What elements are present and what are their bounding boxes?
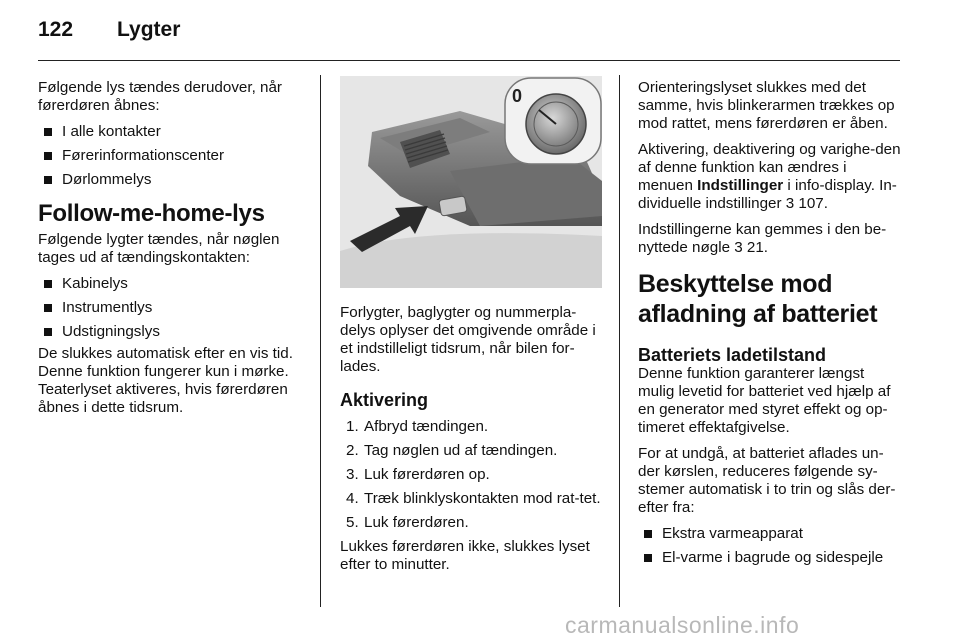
step-item: 1. Afbryd tændingen. [346, 418, 489, 435]
step-item: 2. Tag nøglen ud af tændingen. [346, 442, 558, 459]
subheading-battery-charge: Batteriets ladetilstand [638, 345, 827, 365]
list-item: I alle kontakter [38, 123, 306, 141]
section-heading-aktivering: Aktivering [340, 390, 429, 410]
lights-list [38, 275, 306, 341]
step-item: 3. Luk førerdøren op. [346, 466, 490, 483]
list-item: Instrumentlys [38, 299, 306, 317]
dial-zero-label: 0 [512, 86, 523, 106]
step-item: 5. Luk førerdøren. [346, 514, 469, 531]
header-rule [38, 60, 900, 61]
reduced-systems-list [638, 525, 902, 567]
paragraph-settings: Aktivering, deaktivering og varighe-den af denne funktion kan ændres i menuen Indstillinger i info-display. In-dividuelle indstillinger 3 107. [638, 141, 901, 212]
lever-illustration [340, 76, 602, 288]
list-item: Ekstra varmeapparat [638, 525, 902, 543]
watermark: carmanualsonline.info [565, 612, 800, 638]
column-right [638, 79, 902, 573]
intro-paragraph: Forlygter, baglygter og nummerpla-delys oplyser det omgivende område i et indstilleligt tidsrum, når bilen for-lades. [340, 304, 596, 375]
column-divider-left [320, 75, 321, 607]
outro-paragraph: Lukkes førerdøren ikke, slukkes lyset efter to minutter. [340, 538, 590, 573]
section-heading-battery-protection: Beskyttelse mod afladning af batteriet [638, 270, 878, 328]
list-item: El-varme i bagrude og sidespejle [638, 549, 902, 567]
step-item: 4. Træk blinklyskontakten mod rat-tet. [346, 490, 601, 507]
column-middle [340, 304, 606, 582]
list-item: Førerinformationscenter [38, 147, 306, 165]
lead-paragraph: Følgende lygter tændes, når nøglen tages ud af tændingskontakten: [38, 231, 280, 266]
paragraph-reduction: For at undgå, at batteriet aflades un-der kørslen, reduceres følgende sy-stemer automatisk i to trin og slås der-efter fra: [638, 445, 896, 516]
column-left [38, 79, 306, 425]
list-item: Dørlommelys [38, 171, 306, 189]
body-paragraph: De slukkes automatisk efter en vis tid. Denne funktion fungerer kun i mørke. Teaterlyset aktiveres, hvis førerdøren åbnes i dette tidsrum. [38, 345, 293, 416]
section-heading-follow-me-home: Follow-me-home-lys [38, 200, 265, 227]
page-number: 122 [38, 18, 74, 41]
page-reference: 3 107. [785, 195, 828, 212]
intro-list [38, 123, 306, 189]
list-item: Udstigningslys [38, 323, 306, 341]
chapter-title: Lygter [117, 18, 181, 41]
page-header [0, 0, 960, 62]
menu-name: Indstillinger [697, 177, 784, 194]
activation-steps [340, 418, 606, 532]
lever-illustration-svg [340, 76, 602, 288]
page-reference: 3 21. [734, 239, 769, 256]
paragraph-orientation-light: Orienteringslyset slukkes med det samme, hvis blinkerarmen trækkes op mod rattet, mens førerdøren er åben. [638, 79, 895, 132]
paragraph-key-settings: Indstillingerne kan gemmes i den be-nyttede nøgle 3 21. [638, 221, 887, 256]
column-divider-right [619, 75, 620, 607]
paragraph-battery-function: Denne funktion garanterer længst mulig levetid for batteriet ved hjælp af en generator med styret effekt og op-timeret effektafgivelse. [638, 365, 891, 436]
list-item: Kabinelys [38, 275, 306, 293]
intro-paragraph: Følgende lys tændes derudover, når førerdøren åbnes: [38, 79, 282, 114]
